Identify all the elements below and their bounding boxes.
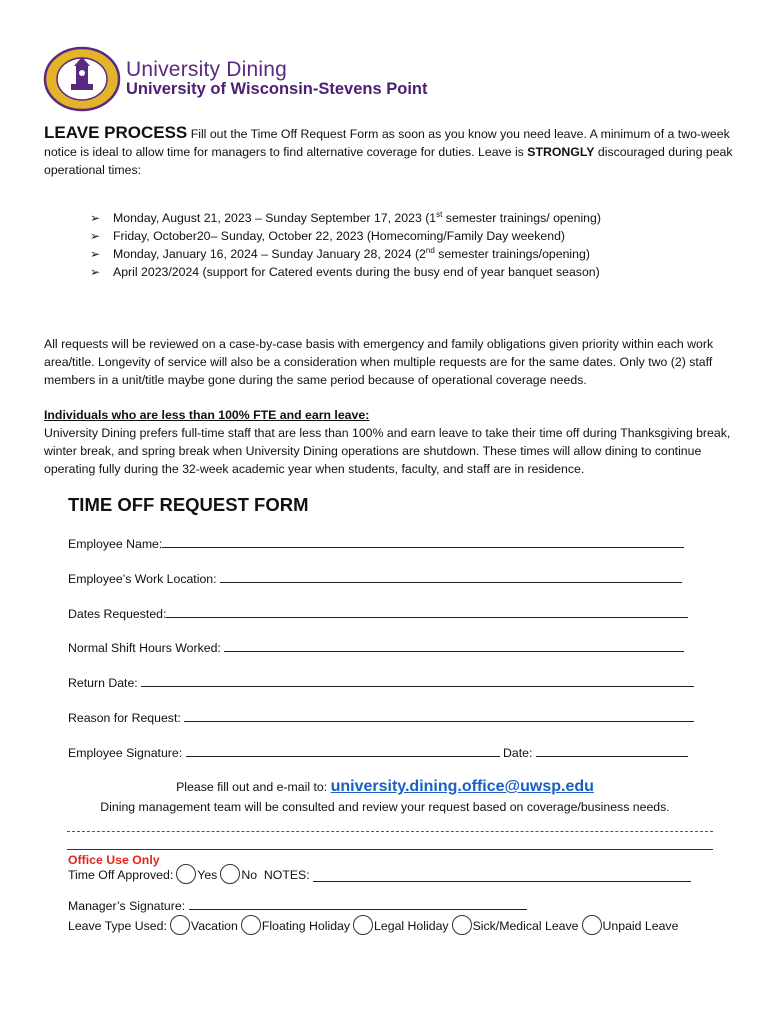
list-item: ➢ April 2023/2024 (support for Catered events during the busy end of year banquet season) <box>90 265 600 279</box>
arrow-bullet-icon: ➢ <box>90 265 101 279</box>
employee-name-line[interactable] <box>162 535 684 548</box>
arrow-bullet-icon: ➢ <box>90 229 101 243</box>
leave-type-vacation-radio[interactable] <box>170 915 190 935</box>
approval-row: Time Off Approved: Yes No NOTES: <box>68 862 691 882</box>
email-link[interactable]: university.dining.office@uwsp.edu <box>330 778 594 795</box>
list-item: ➢ Monday, January 16, 2024 – Sunday January 28, 2024 (2nd semester trainings/opening) <box>90 245 590 261</box>
consult-note: Dining management team will be consulted and review your request based on coverage/business needs. <box>100 800 670 814</box>
leave-type-row: Leave Type Used: Vacation Floating Holiday Legal Holiday Sick/Medical Leave Unpaid Leave <box>68 913 678 933</box>
form-title: TIME OFF REQUEST FORM <box>68 494 309 515</box>
university-seal-logo <box>43 46 121 112</box>
divider <box>67 831 713 832</box>
leave-intro-text-b: discouraged during peak operational times: <box>44 145 733 177</box>
reason-field[interactable]: Reason for Request: <box>68 709 694 725</box>
shift-hours-line[interactable] <box>224 639 684 652</box>
return-date-field[interactable]: Return Date: <box>68 674 694 690</box>
leave-process-title: LEAVE PROCESS <box>44 123 188 142</box>
list-item: ➢ Friday, October20– Sunday, October 22, 2023 (Homecoming/Family Day weekend) <box>90 229 566 243</box>
employee-name-field[interactable]: Employee Name: <box>68 535 684 551</box>
leave-type-unpaid-radio[interactable] <box>582 915 602 935</box>
date-line[interactable] <box>536 744 688 757</box>
leave-intro-strong: STRONGLY <box>527 145 595 159</box>
reason-line[interactable] <box>184 709 694 722</box>
email-instruction: Please fill out and e-mail to: university.dining.office@uwsp.edu <box>176 778 594 795</box>
leave-type-sick-medical-radio[interactable] <box>452 915 472 935</box>
return-date-line[interactable] <box>141 674 694 687</box>
dates-requested-field[interactable]: Dates Requested: <box>68 605 688 621</box>
brand-title: University Dining <box>126 58 287 81</box>
work-location-field[interactable]: Employee’s Work Location: <box>68 570 682 586</box>
leave-type-legal-holiday-radio[interactable] <box>353 915 373 935</box>
notes-line[interactable] <box>313 869 691 882</box>
work-location-line[interactable] <box>220 570 682 583</box>
office-use-heading: Office Use Only <box>68 853 160 867</box>
leave-intro <box>44 124 734 179</box>
manager-signature-line[interactable] <box>189 897 527 910</box>
fte-paragraph: University Dining prefers full-time staff that are less than 100% and earn leave to take their time off during Thanksgiving break, winter break, and spring break when University Dining operations are shutdown. These times will allow dining to continue operating fully during the 32-week academic year when students, faculty, and staff are in residence. <box>44 426 731 476</box>
divider <box>67 849 713 850</box>
peak-dates-list <box>90 209 610 281</box>
arrow-bullet-icon: ➢ <box>90 247 101 261</box>
brand-subtitle: University of Wisconsin-Stevens Point <box>126 80 428 98</box>
list-item: ➢ Monday, August 21, 2023 – Sunday September 17, 2023 (1st semester trainings/ opening) <box>90 209 601 225</box>
leave-intro-text-a: Fill out the Time Off Request Form as soon as you know you need leave. A minimum of a two-week notice is ideal to allow time for managers to find alternative coverage for duties. Leave is <box>44 127 730 159</box>
approved-no-radio[interactable] <box>220 864 240 884</box>
signature-line[interactable] <box>186 744 500 757</box>
approved-yes-radio[interactable] <box>176 864 196 884</box>
leave-type-floating-holiday-radio[interactable] <box>241 915 261 935</box>
review-paragraph: All requests will be reviewed on a case-by-case basis with emergency and family obligations given priority within each work area/title. Longevity of service will also be a consideration when multiple requests are for the same dates. Only two (2) staff members in a unit/title maybe gone during the same period because of operational coverage needs. <box>44 337 714 387</box>
dates-requested-line[interactable] <box>166 605 688 618</box>
manager-signature-field[interactable]: Manager’s Signature: <box>68 897 527 913</box>
arrow-bullet-icon: ➢ <box>90 211 101 225</box>
signature-field[interactable]: Employee Signature: Date: <box>68 744 688 760</box>
fte-section <box>44 406 734 478</box>
fte-heading: Individuals who are less than 100% FTE and earn leave: <box>44 408 370 422</box>
shift-hours-field[interactable]: Normal Shift Hours Worked: <box>68 639 684 655</box>
